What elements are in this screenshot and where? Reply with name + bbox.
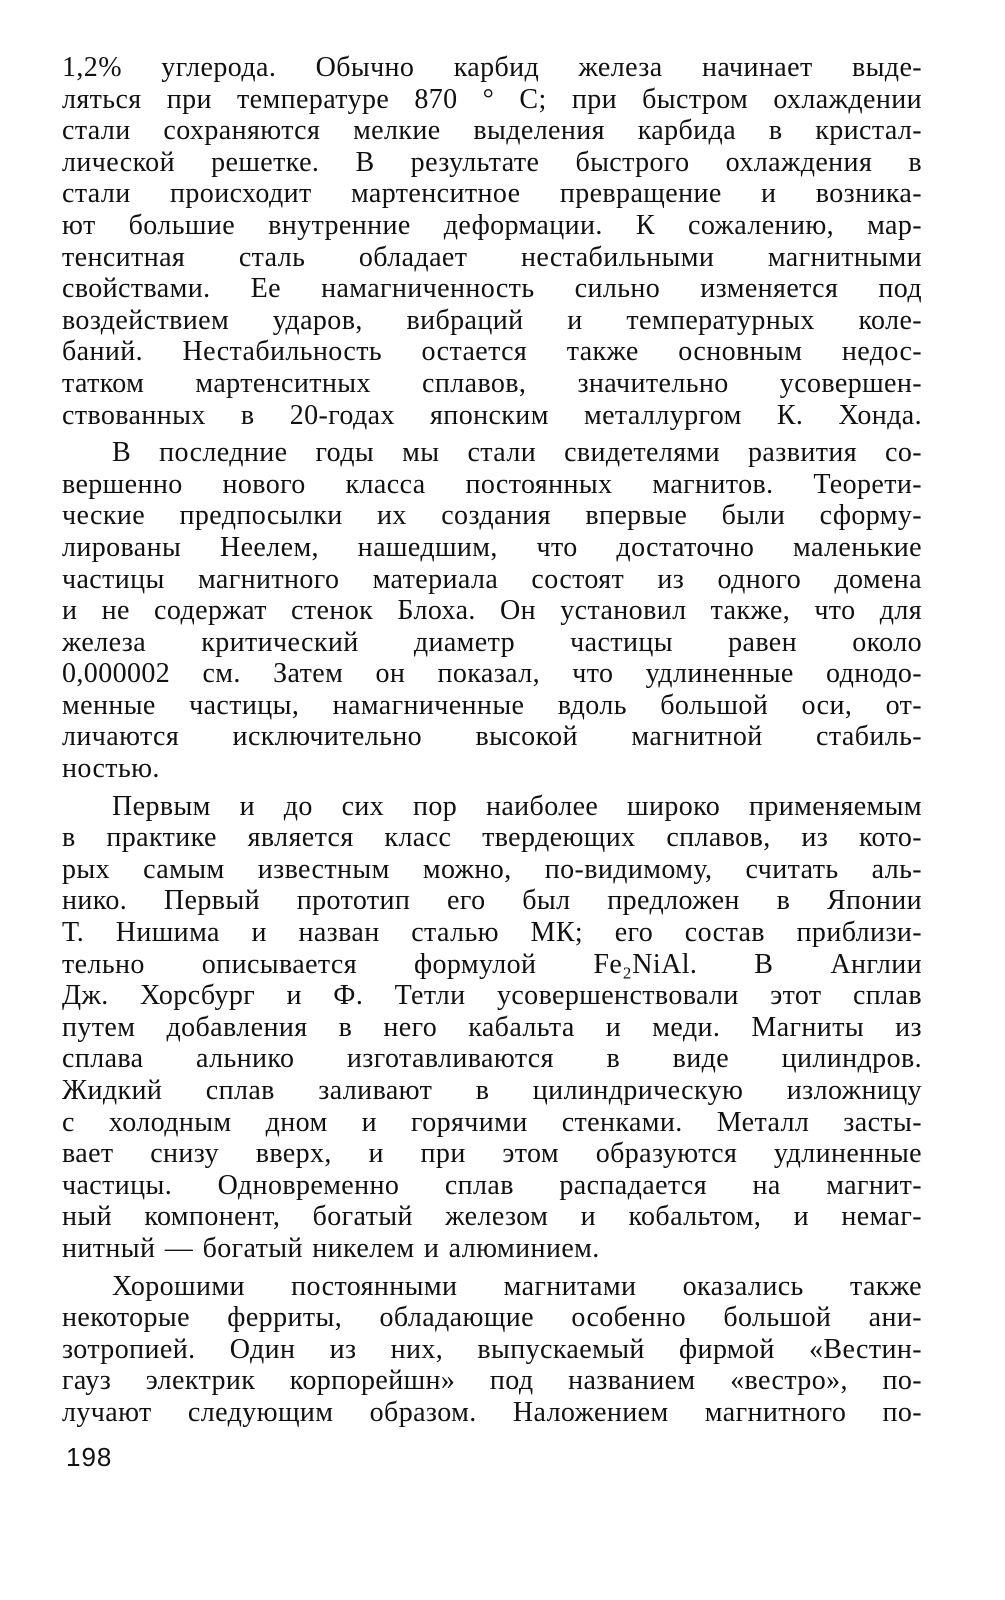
text-line: ют большие внутренние деформации. К сожалению, мар-: [62, 209, 922, 241]
text-line: и не содержат стенок Блоха. Он установил также, что для: [62, 595, 922, 627]
text-line: Хорошими постоянными магнитами оказались также: [112, 1270, 922, 1302]
text-line: лучают следующим образом. Наложением магнитного по-: [62, 1396, 922, 1428]
text-line: татком мартенситных сплавов, значительно усовершен-: [62, 367, 922, 399]
text-line: 1,2% углерода. Обычно карбид железа начинает выде-: [62, 52, 922, 83]
text-line: зотропией. Один из них, выпускаемый фирмой «Вестин-: [62, 1333, 922, 1365]
text-line: нитный — богатый никелем и алюминием.: [62, 1232, 600, 1264]
paragraph-4: [62, 1271, 922, 1429]
text-line: Жидкий сплав заливают в цилиндрическую изложницу: [62, 1075, 922, 1106]
paragraph-2: [62, 437, 922, 785]
text-line: стали происходит мартенситное превращение и возника-: [62, 178, 922, 210]
text-line: свойствами. Ее намагниченность сильно изменяется под: [62, 273, 922, 305]
text-line: рых самым известным можно, по-видимому, считать аль-: [62, 853, 922, 885]
text-line: в практике является класс твердеющих сплавов, из кото-: [62, 822, 922, 854]
text-line: баний. Нестабильность остается также основным недос-: [62, 336, 922, 368]
text-line: Т. Нишима и назван сталью МК; его состав приблизи-: [62, 917, 922, 949]
text-line: тельно описывается формулой Fe₂NiAl. В Англии: [62, 948, 922, 980]
text-line: путем добавления в него кабальта и меди. Магниты из: [62, 1011, 922, 1043]
paragraph-1: [62, 52, 922, 431]
page-body: [62, 52, 922, 1429]
text-line: Дж. Хорсбург и Ф. Тетли усовершенствовали этот сплав: [62, 980, 922, 1012]
text-line: сплава альнико изготавливаются в виде цилиндров.: [62, 1043, 922, 1075]
text-line: вершенно нового класса постоянных магнитов. Теорети-: [62, 468, 922, 500]
text-line: В последние годы мы стали свидетелями развития со-: [112, 437, 922, 469]
text-line: лической решетке. В результате быстрого охлаждения в: [62, 146, 922, 178]
text-line: железа критический диаметр частицы равен около: [62, 626, 922, 658]
text-line: стали сохраняются мелкие выделения карбида в кристал-: [62, 115, 922, 147]
text-line: ствованных в 20-годах японским металлургом К. Хонда.: [62, 399, 922, 431]
text-line: нико. Первый прототип его был предложен в Японии: [62, 885, 922, 917]
text-line: некоторые ферриты, обладающие особенно большой ани-: [62, 1302, 922, 1334]
text-line: лированы Неелем, нашедшим, что достаточно маленькие: [62, 531, 922, 563]
text-line: частицы. Одновременно сплав распадается на магнит-: [62, 1169, 922, 1201]
text-line: Первым и до сих пор наиболее широко применяемым: [112, 790, 922, 822]
text-line: вает снизу вверх, и при этом образуются удлиненные: [62, 1138, 922, 1170]
text-line: ляться при температуре 870 ° С; при быстром охлаждении: [62, 83, 922, 115]
text-line: с холодным дном и горячими стенками. Металл засты-: [62, 1106, 922, 1138]
text-line: личаются исключительно высокой магнитной стабиль-: [62, 721, 922, 753]
text-line: воздействием ударов, вибраций и температурных коле-: [62, 304, 922, 336]
text-line: менные частицы, намагниченные вдоль большой оси, от-: [62, 689, 922, 721]
text-line: ностью.: [62, 753, 160, 785]
text-line: частицы магнитного материала состоят из одного домена: [62, 563, 922, 595]
text-line: ный компонент, богатый железом и кобальтом, и немаг-: [62, 1201, 922, 1233]
page-number: 198: [66, 1442, 113, 1472]
text-line: 0,000002 см. Затем он показал, что удлиненные однодо-: [62, 658, 922, 690]
text-line: тенситная сталь обладает нестабильными магнитными: [62, 241, 922, 273]
text-line: ческие предпосылки их создания впервые были сформу-: [62, 500, 922, 532]
text-line: гауз электрик корпорейшн» под названием «вестро», по-: [62, 1365, 922, 1397]
paragraph-3: [62, 791, 922, 1265]
